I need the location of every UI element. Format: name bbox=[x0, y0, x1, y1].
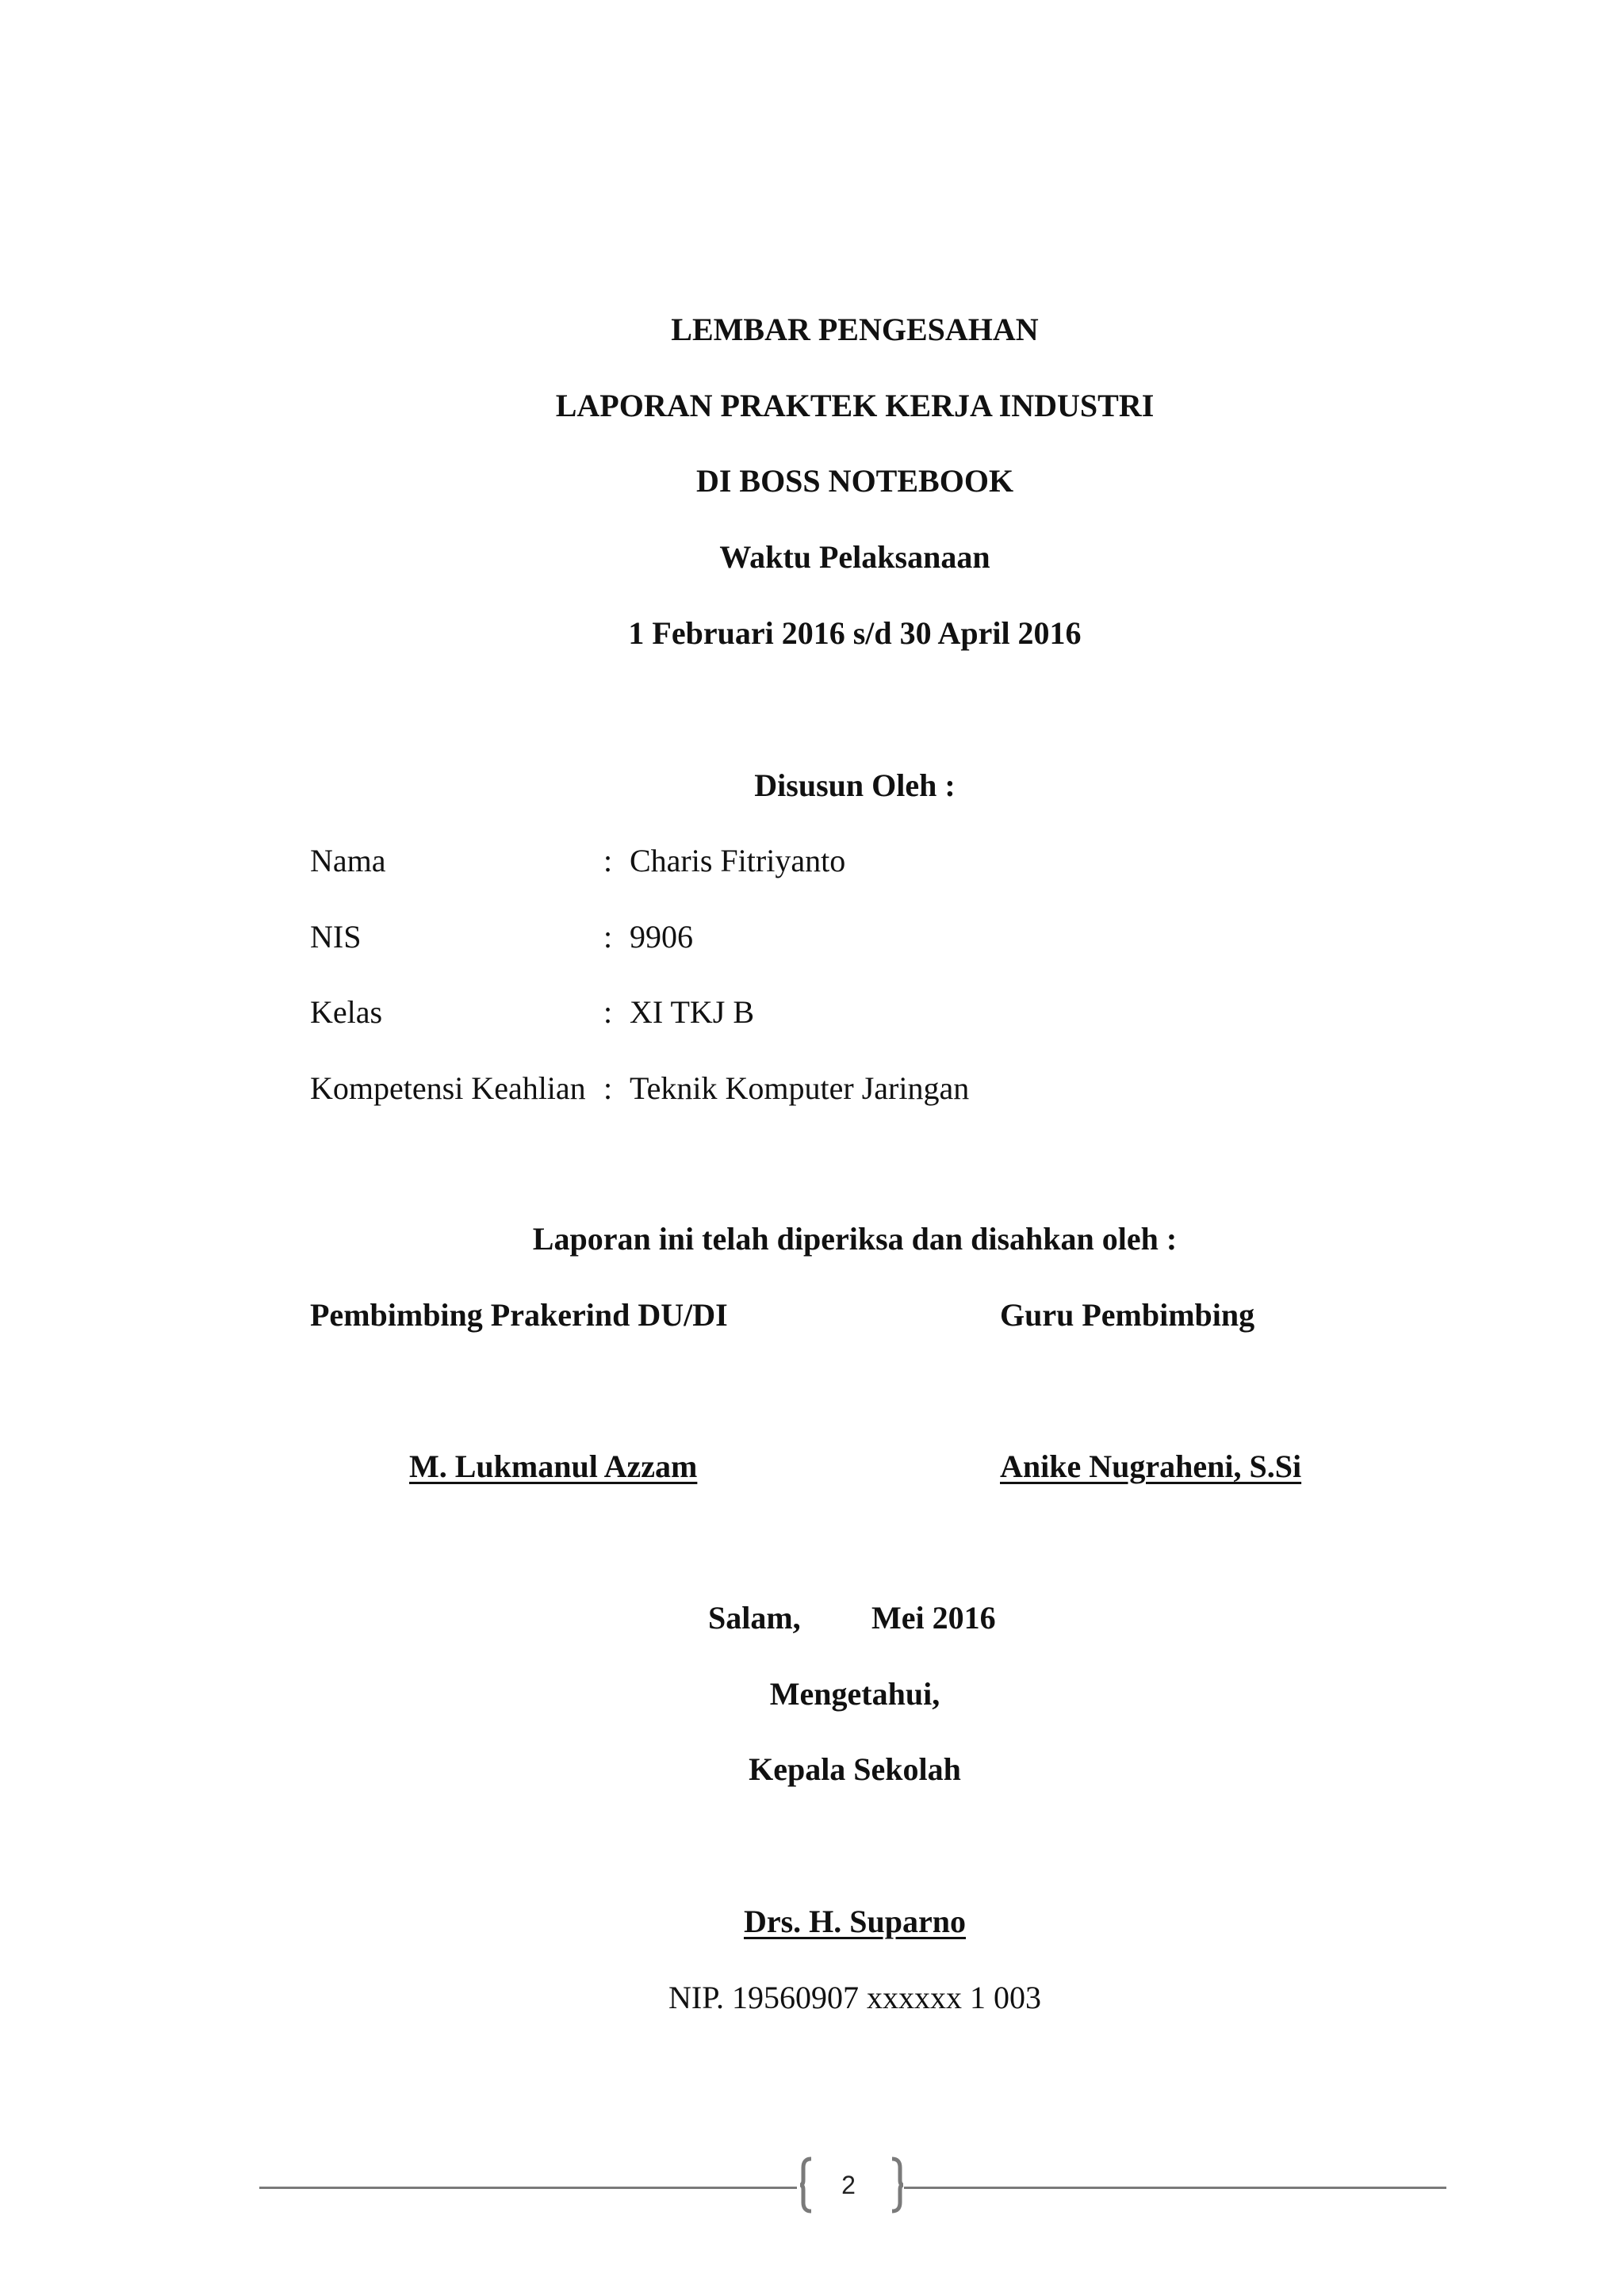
field-colon: : bbox=[603, 919, 613, 955]
approval-statement: Laporan ini telah diperiksa dan disahkan oleh : bbox=[532, 1221, 1178, 1257]
field-colon: : bbox=[603, 1070, 613, 1106]
field-label: NIS bbox=[310, 919, 362, 955]
left-brace-icon bbox=[799, 2156, 813, 2214]
right-signatory-name: Anike Nugraheni, S.Si bbox=[1000, 1448, 1302, 1484]
field-label: Kelas bbox=[310, 994, 383, 1030]
field-value: XI TKJ B bbox=[630, 994, 755, 1030]
principal-nip: NIP. 19560907 xxxxxx 1 003 bbox=[668, 1980, 1042, 2015]
field-label: Kompetensi Keahlian bbox=[310, 1070, 586, 1106]
principal-name-wrap bbox=[0, 1903, 1624, 1941]
closing-date: Mei 2016 bbox=[871, 1600, 996, 1636]
right-brace-icon bbox=[891, 2156, 905, 2214]
footer-rule-left bbox=[259, 2187, 797, 2189]
field-value: 9906 bbox=[630, 919, 693, 955]
field-value: Teknik Komputer Jaringan bbox=[630, 1070, 970, 1106]
field-label: Nama bbox=[310, 843, 386, 878]
acknowledge-label: Mengetahui, bbox=[769, 1676, 940, 1712]
field-value: Charis Fitriyanto bbox=[630, 843, 846, 878]
footer-rule-right bbox=[904, 2187, 1446, 2189]
principal-role: Kepala Sekolah bbox=[749, 1751, 961, 1787]
report-location: DI BOSS NOTEBOOK bbox=[695, 463, 1014, 499]
right-signatory-role: Guru Pembimbing bbox=[1000, 1297, 1255, 1333]
left-signatory-role: Pembimbing Prakerind DU/DI bbox=[310, 1297, 728, 1333]
field-colon: : bbox=[603, 843, 613, 878]
report-subtitle: LAPORAN PRAKTEK KERJA INDUSTRI bbox=[555, 388, 1155, 423]
period-label: Waktu Pelaksanaan bbox=[719, 539, 990, 575]
left-signatory-name: M. Lukmanul Azzam bbox=[409, 1448, 698, 1484]
field-colon: : bbox=[603, 994, 613, 1030]
author-heading: Disusun Oleh : bbox=[754, 767, 956, 803]
principal-name: Drs. H. Suparno bbox=[743, 1904, 967, 1939]
page-number: 2 bbox=[841, 2171, 856, 2199]
document-title: LEMBAR PENGESAHAN bbox=[671, 312, 1039, 347]
period-dates: 1 Februari 2016 s/d 30 April 2016 bbox=[628, 615, 1082, 651]
closing-place: Salam, bbox=[708, 1600, 801, 1636]
